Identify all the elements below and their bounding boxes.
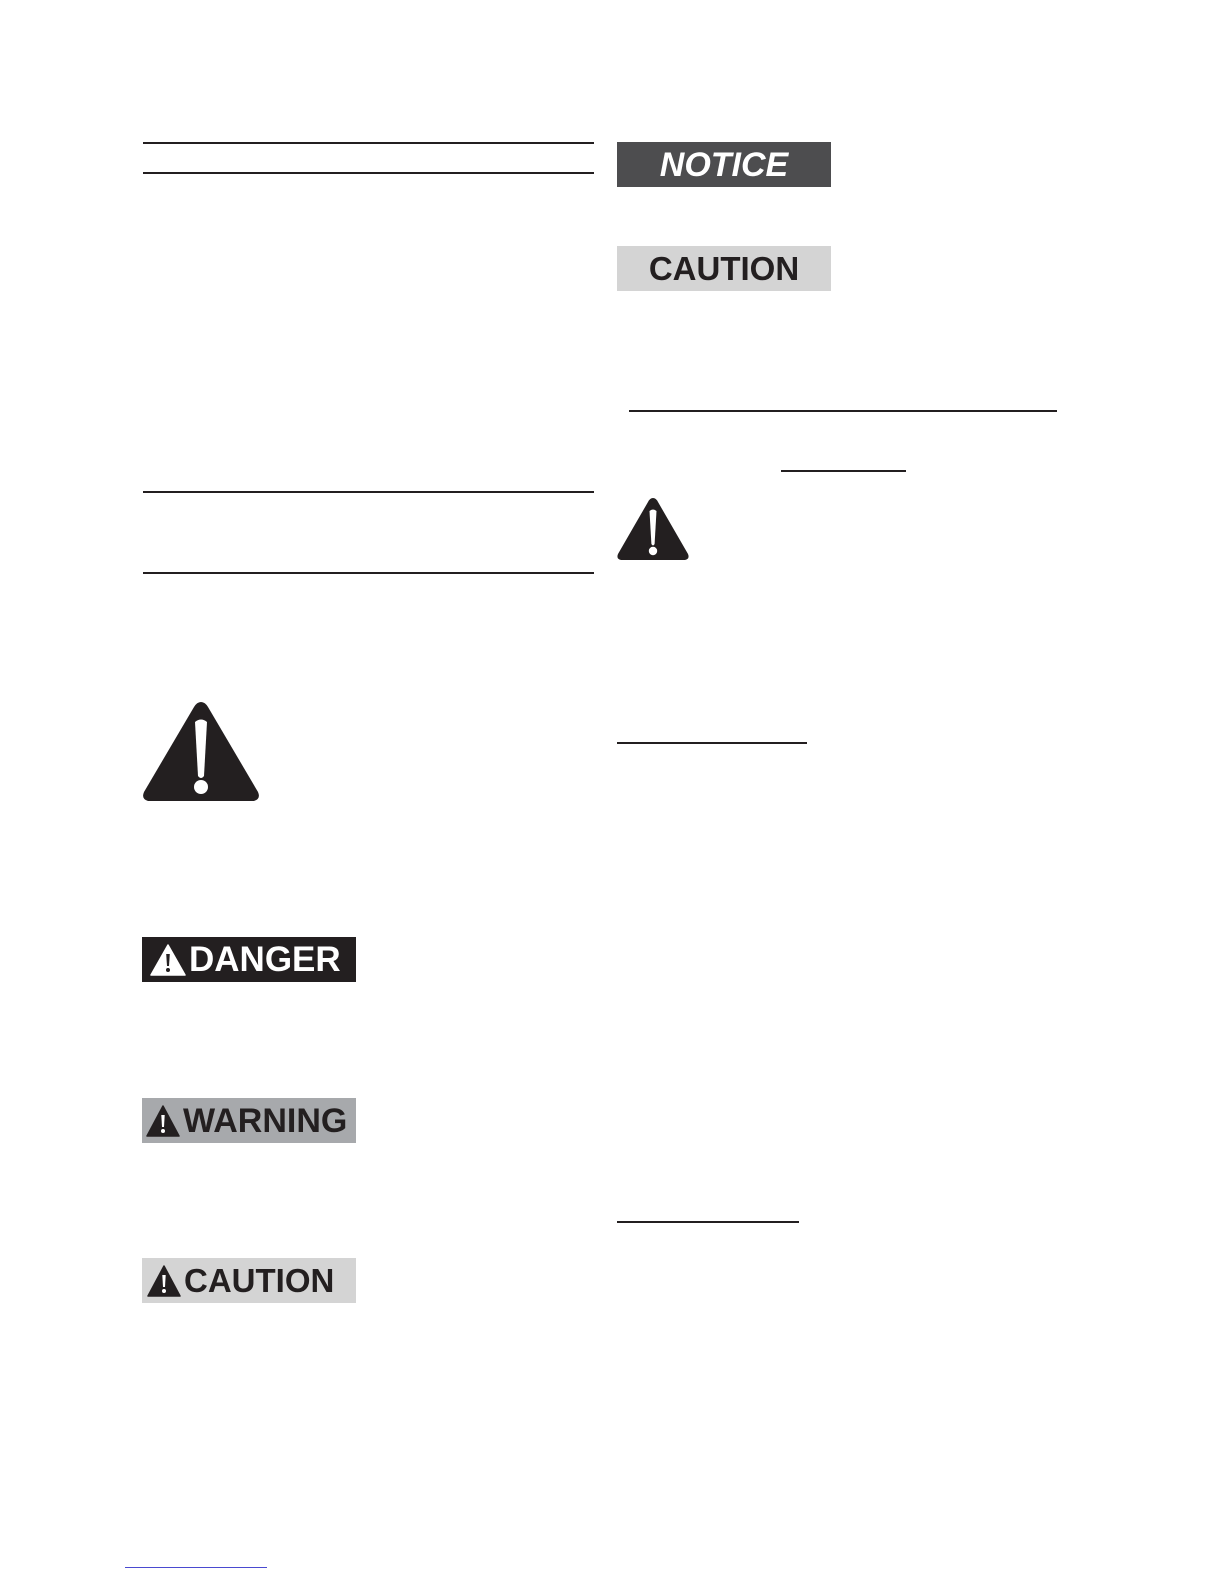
alert-triangle-icon: [147, 1265, 181, 1297]
right-rule-2: [781, 470, 906, 472]
caution-label: CAUTION: [648, 250, 800, 287]
left-mid-rule-2: [143, 572, 594, 574]
warning-label: WARNING: [183, 1101, 348, 1140]
left-top-rule-1: [143, 142, 594, 144]
right-rule-4: [617, 1221, 799, 1223]
right-rule-3: [617, 742, 807, 744]
left-top-rule-2: [143, 172, 594, 174]
left-mid-rule-1: [143, 491, 594, 493]
right-rule-1: [629, 410, 1057, 412]
alert-triangle-icon: [146, 1105, 180, 1137]
danger-signal-word-badge: [142, 937, 356, 982]
caution-alert-label: CAUTION: [184, 1262, 335, 1299]
safety-alert-triangle-icon: [615, 496, 691, 562]
notice-label: NOTICE: [659, 145, 789, 184]
safety-alert-triangle-icon: [140, 698, 262, 804]
alert-triangle-icon: [150, 944, 186, 976]
caution-alert-signal-word-badge: [142, 1258, 356, 1303]
footer-link[interactable]: [125, 1567, 267, 1568]
danger-label: DANGER: [189, 940, 341, 979]
warning-signal-word-badge: [142, 1098, 356, 1143]
notice-signal-word-badge: [617, 142, 831, 187]
caution-signal-word-badge: [617, 246, 831, 291]
